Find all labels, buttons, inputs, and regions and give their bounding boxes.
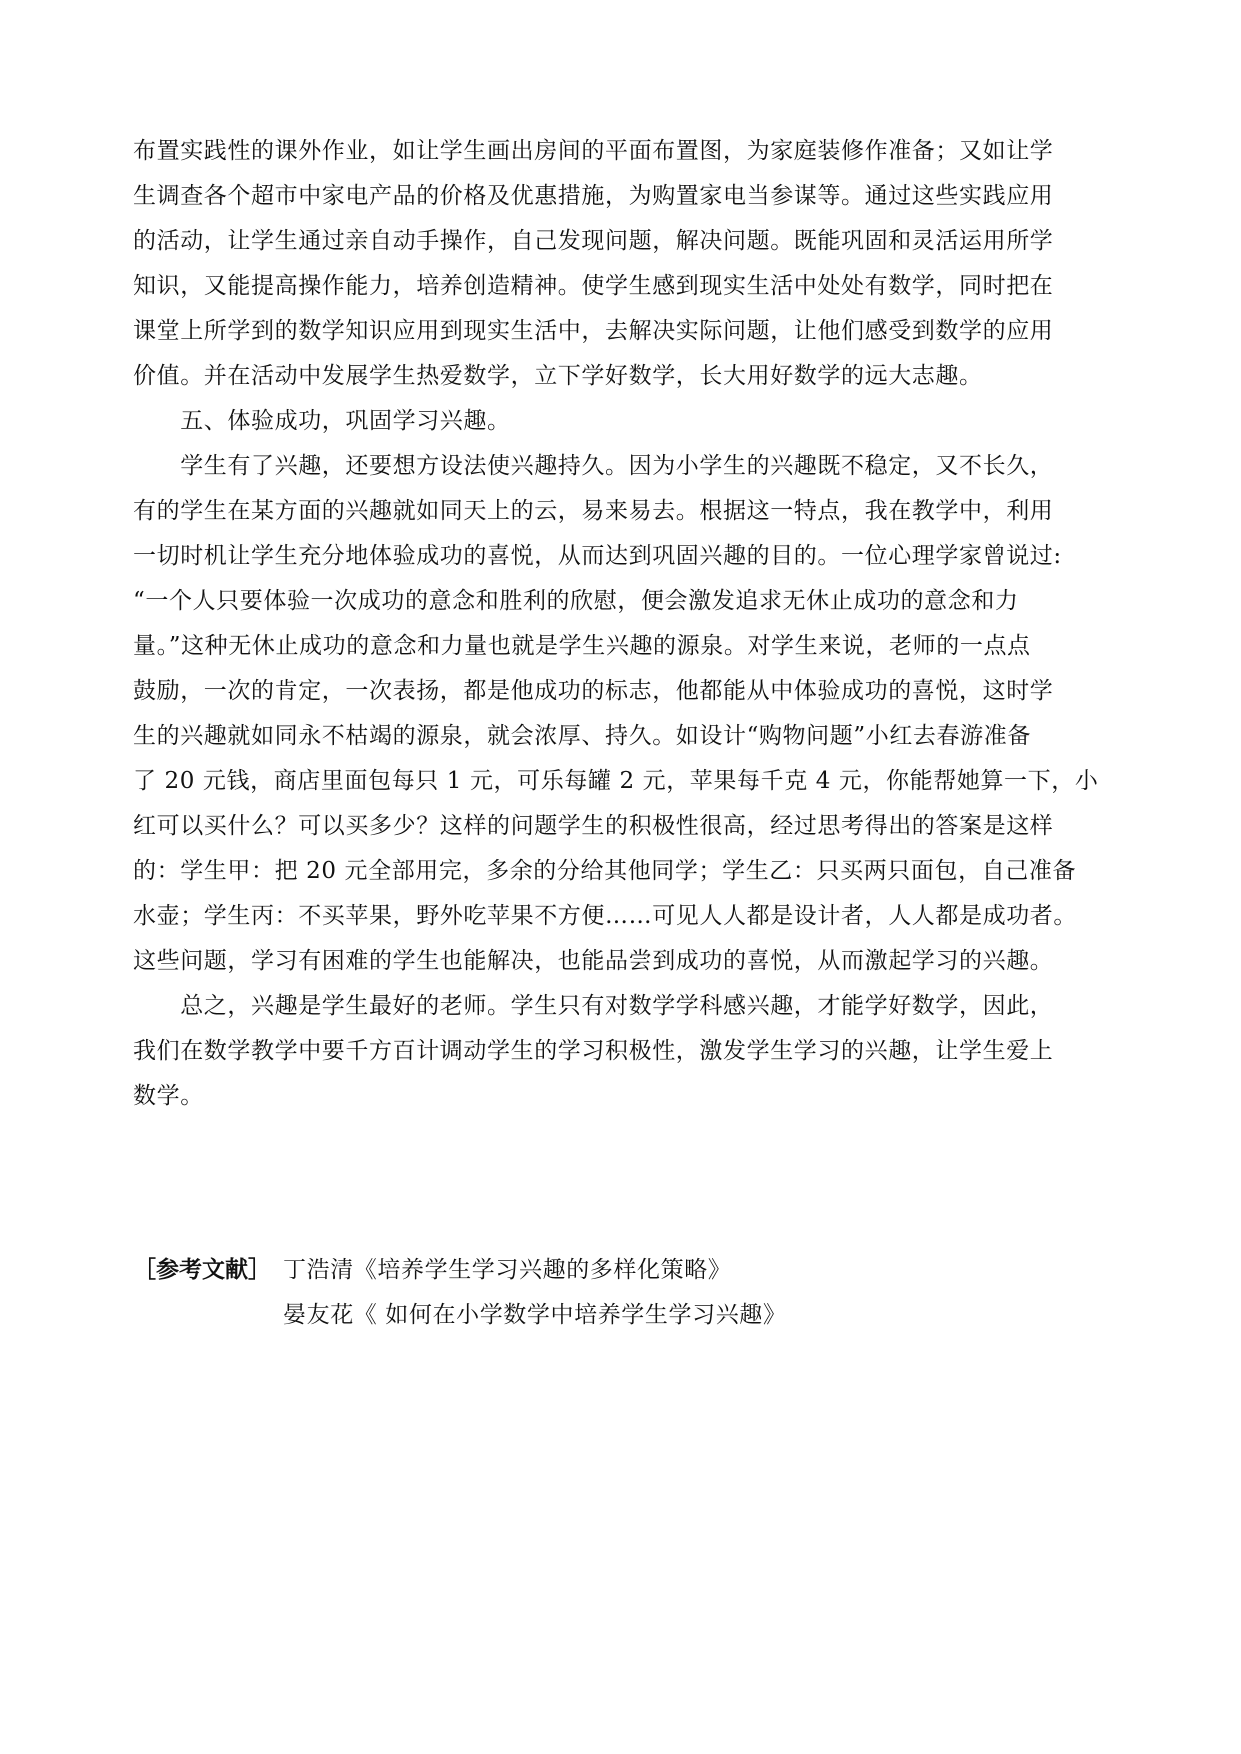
text-line: 这些问题，学习有困难的学生也能解决，也能品尝到成功的喜悦，从而激起学习的兴趣。 [133,948,1054,974]
text-line: 课堂上所学到的数学知识应用到现实生活中，去解决实际问题，让他们感受到数学的应用 [133,318,1054,344]
text-line: 了 20 元钱，商店里面包每只 1 元，可乐每罐 2 元，苹果每千克 4 元，你能帮她算一下，小 [133,768,1099,794]
text-line: 数学。 [133,1083,204,1109]
text-line: 总之，兴趣是学生最好的老师。学生只有对数学学科感兴趣，才能学好数学，因此， [133,993,1054,1019]
text-line: “一个人只要体验一次成功的意念和胜利的欣慰，便会激发追求无休止成功的意念和力 [133,588,1019,614]
text-line: 学生有了兴趣，还要想方设法使兴趣持久。因为小学生的兴趣既不稳定，又不长久， [133,453,1054,479]
section-heading: 五、体验成功，巩固学习兴趣。 [133,408,511,434]
text-line: 的：学生甲：把 20 元全部用完，多余的分给其他同学；学生乙：只买两只面包，自己准备 [133,858,1077,884]
text-line: 我们在数学教学中要千方百计调动学生的学习积极性，激发学生学习的兴趣，让学生爱上 [133,1038,1054,1064]
text-line: 生的兴趣就如同永不枯竭的源泉，就会浓厚、持久。如设计“购物问题”小红去春游准备 [133,723,1031,749]
text-line: 知识，又能提高操作能力，培养创造精神。使学生感到现实生活中处处有数学，同时把在 [133,273,1054,299]
reference-item: 丁浩清《培养学生学习兴趣的多样化策略》 [283,1257,732,1283]
text-line: 有的学生在某方面的兴趣就如同天上的云，易来易去。根据这一特点，我在教学中，利用 [133,498,1054,524]
text-line: 一切时机让学生充分地体验成功的喜悦，从而达到巩固兴趣的目的。一位心理学家曾说过: [133,543,1062,569]
text-line: 布置实践性的课外作业，如让学生画出房间的平面布置图，为家庭装修作准备；又如让学 [133,138,1054,164]
text-line: 水壶；学生丙：不买苹果，野外吃苹果不方便……可见人人都是设计者，人人都是成功者。 [133,903,1077,929]
text-line: 的活动，让学生通过亲自动手操作，自己发现问题，解决问题。既能巩固和灵活运用所学 [133,228,1054,254]
references-label: ［参考文献］ [133,1256,271,1283]
text-line: 红可以买什么？可以买多少？这样的问题学生的积极性很高，经过思考得出的答案是这样 [133,813,1054,839]
text-line: 价值。并在活动中发展学生热爱数学，立下学好数学，长大用好数学的远大志趣。 [133,363,983,389]
text-line: 鼓励，一次的肯定，一次表扬，都是他成功的标志，他都能从中体验成功的喜悦，这时学 [133,678,1054,704]
text-line: 量。”这种无休止成功的意念和力量也就是学生兴趣的源泉。对学生来说，老师的一点点 [133,633,1031,659]
reference-item: 晏友花《 如何在小学数学中培养学生学习兴趣》 [283,1302,787,1328]
text-line: 生调查各个超市中家电产品的价格及优惠措施，为购置家电当参谋等。通过这些实践应用 [133,183,1054,209]
